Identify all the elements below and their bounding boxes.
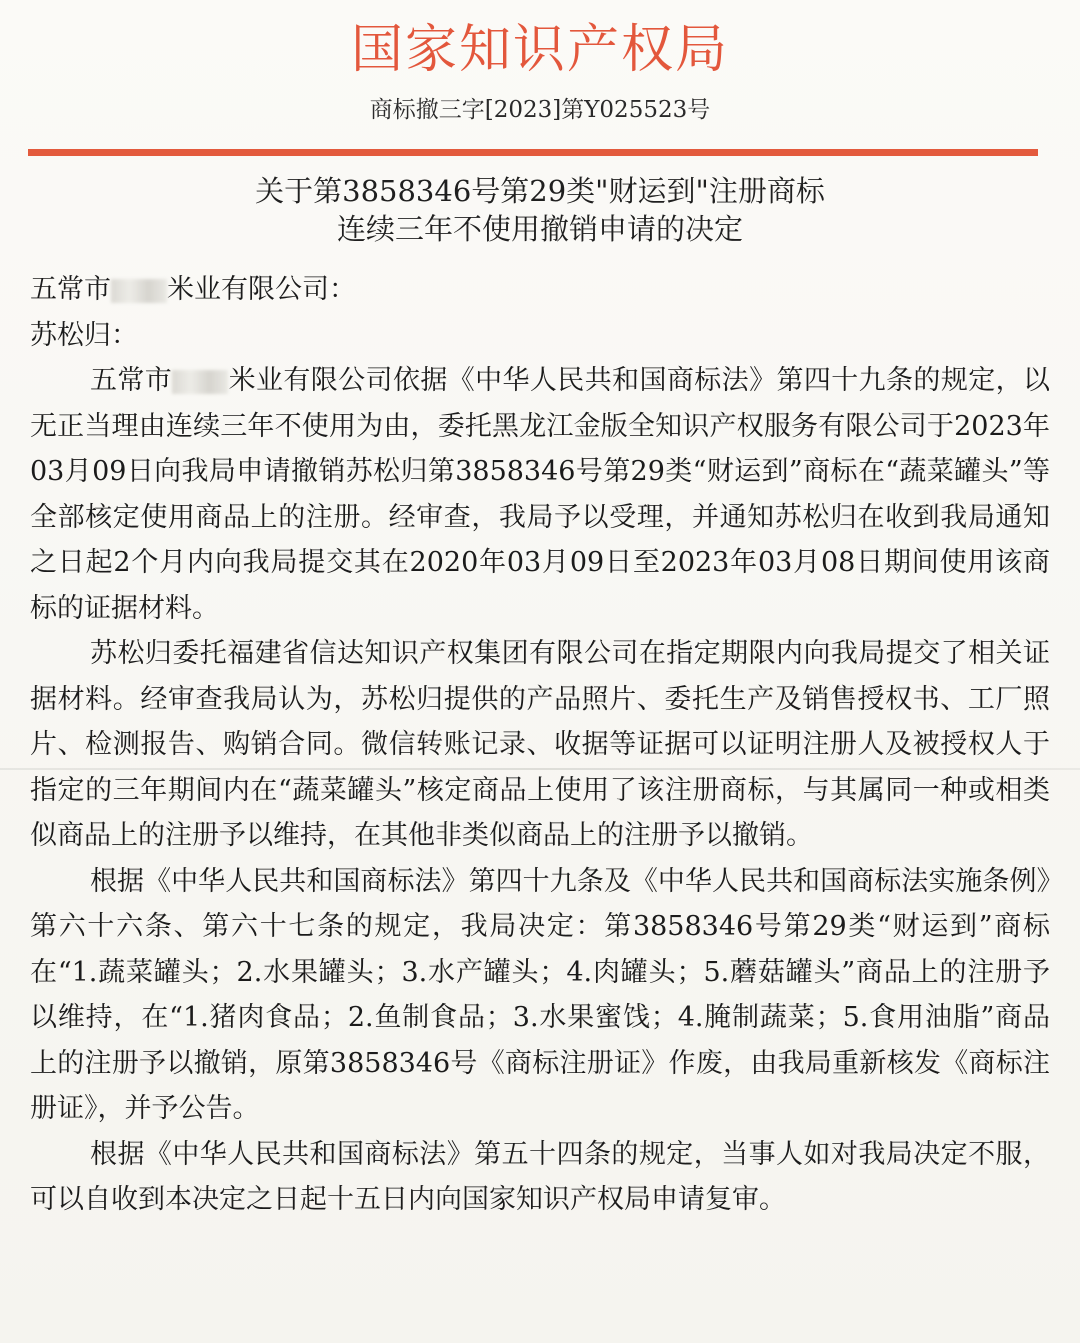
addressee-registrant: 苏松归：	[30, 319, 138, 351]
addressee-applicant	[30, 267, 1050, 313]
paper-fold-line	[0, 768, 1080, 770]
redacted-name	[172, 370, 228, 394]
paragraph-application-prefix: 五常市	[90, 365, 173, 396]
paragraph-application-text: 米业有限公司依据《中华人民共和国商标法》第四十九条的规定，以无正当理由连续三年不使用为由，委托黑龙江金版全知识产权服务有限公司于2023年03月09日向我局申请撤销苏松归第3858346号第29类“财运到”商标在“蔬菜罐头”等全部核定使用商品上的注册。经审查，我局予以受理，并通知苏松归在收到我局通知之日起2个月内向我局提交其在2020年03月09日至2023年03月08日期间使用该商标的证据材料。	[30, 365, 1051, 624]
decision-title-line-2: 连续三年不使用撤销申请的决定	[336, 212, 743, 246]
addressee-applicant-prefix: 五常市	[30, 274, 111, 305]
header-red-rule	[28, 149, 1038, 156]
addressee-applicant-suffix: 米业有限公司：	[167, 274, 356, 305]
agency-header: 国家知识产权局	[350, 20, 729, 80]
paragraph-appeal: 根据《中华人民共和国商标法》第五十四条的规定，当事人如对我局决定不服，可以自收到本决定之日起十五日内向国家知识产权局申请复审。	[30, 1138, 1050, 1215]
paragraph-application	[30, 358, 1050, 631]
redacted-name	[111, 279, 167, 303]
decision-title-line-1: 关于第3858346号第29类"财运到"注册商标	[255, 174, 825, 208]
document-number: 商标撤三字[2023]第Y025523号	[369, 97, 711, 123]
paragraph-decision: 根据《中华人民共和国商标法》第四十九条及《中华人民共和国商标法实施条例》第六十六条、第六十七条的规定，我局决定：第3858346号第29类“财运到”商标在“1.蔬菜罐头；2.水果罐头；3.水产罐头；4.肉罐头；5.蘑菇罐头”商品上的注册予以维持，在“1.猪肉食品；2.鱼制食品；3.水果蜜饯；4.腌制蔬菜；5.食用油脂”商品上的注册予以撤销，原第3858346号《商标注册证》作废，由我局重新核发《商标注册证》，并予公告。	[30, 865, 1050, 1124]
decision-title	[0, 172, 1080, 248]
paragraph-evidence: 苏松归委托福建省信达知识产权集团有限公司在指定期限内向我局提交了相关证据材料。经审查我局认为，苏松归提供的产品照片、委托生产及销售授权书、工厂照片、检测报告、购销合同。微信转账记录、收据等证据可以证明注册人及被授权人于指定的三年期间内在“蔬菜罐头”核定商品上使用了该注册商标，与其属同一种或相类似商品上的注册予以维持，在其他非类似商品上的注册予以撤销。	[30, 638, 1050, 851]
decision-body	[30, 267, 1050, 1223]
